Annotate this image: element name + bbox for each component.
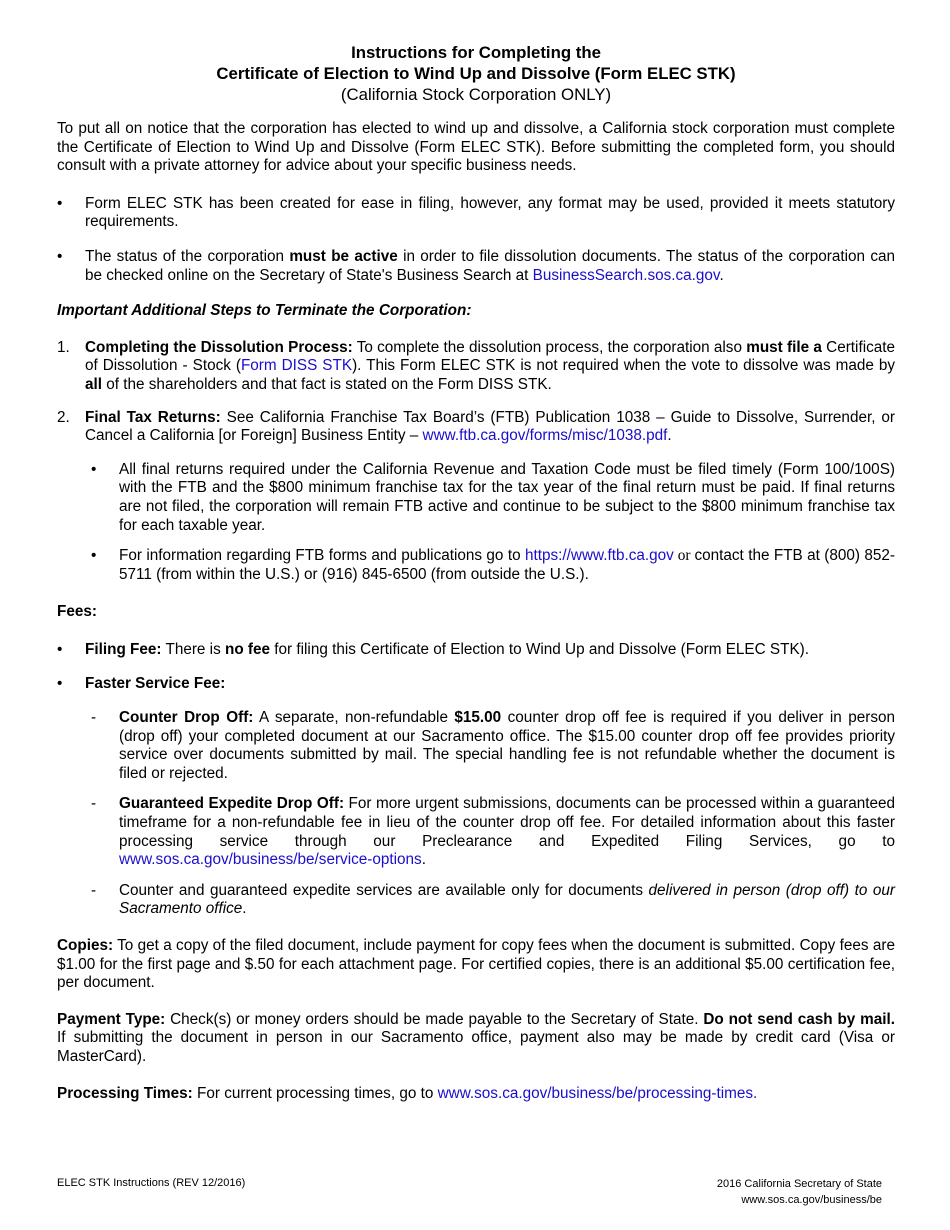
item-label: Completing the Dissolution Process: [85, 338, 353, 356]
item-text: Certificate of Dissolution - Stock ( [85, 338, 896, 375]
list-item [57, 795, 895, 869]
intro-paragraph: To put all on notice that the corporation has elected to wind up and dissolve, a California stock corporation must complete the Certificate of Election to Wind Up and Dissolve (Form ELEC STK). Before submitting the completed form, you should consult with a private attorney for advice about your specific business needs. [57, 120, 895, 175]
item-label: Faster Service Fee: [85, 675, 226, 693]
punctuation: . [667, 427, 672, 445]
emphasis-text: no fee [224, 640, 271, 658]
ftb-website-link[interactable]: https://www.ftb.ca.gov [525, 547, 674, 565]
processing-label: Processing Times: [57, 1084, 193, 1102]
item-label: Guaranteed Expedite Drop Off: [119, 795, 345, 813]
bullet-text: in order to file dissolution documents. The status of the corporation can be checked online on the Secretary of State's Business Search at [85, 247, 895, 284]
list-item [57, 882, 895, 919]
emphasis-text: Do not send cash by mail. [703, 1010, 896, 1028]
bullet-marker: • [57, 640, 63, 658]
bullet-marker: • [57, 247, 63, 265]
footer-form-revision: ELEC STK Instructions (REV 12/2016) [57, 1177, 246, 1189]
payment-label: Payment Type: [57, 1010, 166, 1028]
form-diss-stk-link[interactable]: Form DISS STK [240, 357, 353, 375]
footer-copyright: 2016 California Secretary of State [716, 1178, 882, 1190]
copies-paragraph [57, 937, 895, 993]
steps-heading: Important Additional Steps to Terminate the Corporation: [57, 302, 472, 320]
title-line-1: Instructions for Completing the [351, 43, 601, 62]
item-text: For more urgent submissions, documents can be processed within a guaranteed timeframe for a non-refundable fee in lieu of the counter drop off fee. For detailed information about this faster processing service through our Preclearance and Expedited Filing Services, go to [119, 795, 895, 850]
list-item [57, 547, 895, 584]
list-item [57, 709, 895, 783]
item-text: A separate, non-refundable [253, 709, 455, 727]
bullet-text: or [673, 547, 695, 565]
processing-text: For current processing times, go to [192, 1084, 438, 1102]
bullet-marker: • [57, 194, 63, 212]
fees-heading: Fees: [57, 603, 97, 621]
list-item [57, 641, 895, 660]
punctuation: . [421, 851, 426, 869]
bullet-text: The status of the corporation [85, 247, 290, 265]
bullet-marker: • [57, 675, 63, 693]
dash-marker: - [91, 881, 97, 899]
bullet-text: for filing this Certificate of Election to Wind Up and Dissolve (Form ELEC STK). [270, 640, 810, 658]
item-label: Counter Drop Off: [119, 709, 254, 727]
title-line-2: Certificate of Election to Wind Up and Dissolve (Form ELEC STK) [216, 64, 736, 83]
service-options-link[interactable]: www.sos.ca.gov/business/be/service-options [119, 851, 422, 869]
ftb-publication-link[interactable]: www.ftb.ca.gov/forms/misc/1038.pdf [422, 427, 668, 445]
payment-paragraph [57, 1011, 895, 1067]
item-text: ). This Form ELEC STK is not required when the vote to dissolve was made by [352, 357, 895, 375]
list-item [57, 675, 895, 694]
bullet-text: There is [161, 640, 225, 658]
subtitle: (California Stock Corporation ONLY) [340, 85, 612, 104]
document-page [57, 42, 895, 1103]
list-item [57, 461, 895, 535]
numbered-item-1 [57, 339, 895, 395]
emphasis-text: all [85, 375, 103, 393]
bullet-marker: • [91, 547, 97, 565]
payment-text: If submitting the document in person in our Sacramento office, payment also may be made by credit card (Visa or MasterCard). [57, 1029, 895, 1065]
italic-text: delivered in person (drop off) to our Sacramento office [119, 881, 895, 918]
item-text: Counter and guaranteed expedite services are available only for documents [119, 881, 649, 899]
bullet-text: All final returns required under the California Revenue and Taxation Code must be filed timely (Form 100/100S) with the FTB and the $800 minimum franchise tax for the tax year of the final return must be paid. If final returns are not filed, the corporation will remain FTB active and continue to be subject to the $800 minimum franchise tax for each taxable year. [119, 460, 895, 534]
bullet-text: contact the FTB at (800) 852-5711 (from within the U.S.) or (916) 845-6500 (from outside the U.S.). [119, 547, 896, 583]
list-item [57, 248, 895, 285]
emphasis-text: must file a [746, 338, 822, 356]
processing-times-link[interactable]: www.sos.ca.gov/business/be/processing-times. [437, 1084, 758, 1102]
item-label: Final Tax Returns: [85, 408, 221, 426]
business-search-link[interactable]: BusinessSearch.sos.ca.gov [532, 266, 720, 284]
item-text: See California Franchise Tax Board’s (FTB) Publication 1038 – Guide to Dissolve, Surrender, or Cancel a California [or Foreign] Business Entity – [85, 408, 895, 445]
copies-text: To get a copy of the filed document, include payment for copy fees when the document is submitted. Copy fees are $1.00 for the first page and $.50 for each attachment page. For certified copies, there is an additional $5.00 certification fee, per document. [57, 937, 895, 992]
bullet-text: For information regarding FTB forms and publications go to [119, 547, 525, 565]
dash-marker: - [91, 709, 97, 727]
bullet-text: Form ELEC STK has been created for ease in filing, however, any format may be used, provided it meets statutory requirements. [85, 194, 895, 231]
item-text: To complete the dissolution process, the corporation also [352, 338, 747, 356]
item-number: 2. [57, 408, 70, 426]
dash-marker: - [91, 795, 97, 813]
footer-url: www.sos.ca.gov/business/be [741, 1194, 882, 1206]
item-text: of the shareholders and that fact is stated on the Form DISS STK. [102, 375, 552, 393]
punctuation: . [242, 900, 247, 918]
item-text: counter drop off fee is required if you deliver in person (drop off) your completed document at our Sacramento office. The $15.00 counter drop off fee provides priority service over documents submitted by mail. The special handling fee is not refundable whether the document is filed or rejected. [119, 709, 895, 782]
processing-paragraph [57, 1085, 895, 1104]
footer-publisher [717, 1176, 882, 1208]
emphasis-text: must be active [289, 247, 398, 265]
punctuation: . [719, 266, 724, 284]
bullet-marker: • [91, 460, 97, 478]
numbered-item-2 [57, 409, 895, 446]
item-number: 1. [57, 338, 70, 356]
payment-text: Check(s) or money orders should be made payable to the Secretary of State. [165, 1010, 704, 1028]
item-label: Filing Fee: [85, 640, 162, 658]
fee-amount: $15.00 [454, 709, 502, 727]
list-item [57, 195, 895, 232]
copies-label: Copies: [57, 937, 114, 954]
